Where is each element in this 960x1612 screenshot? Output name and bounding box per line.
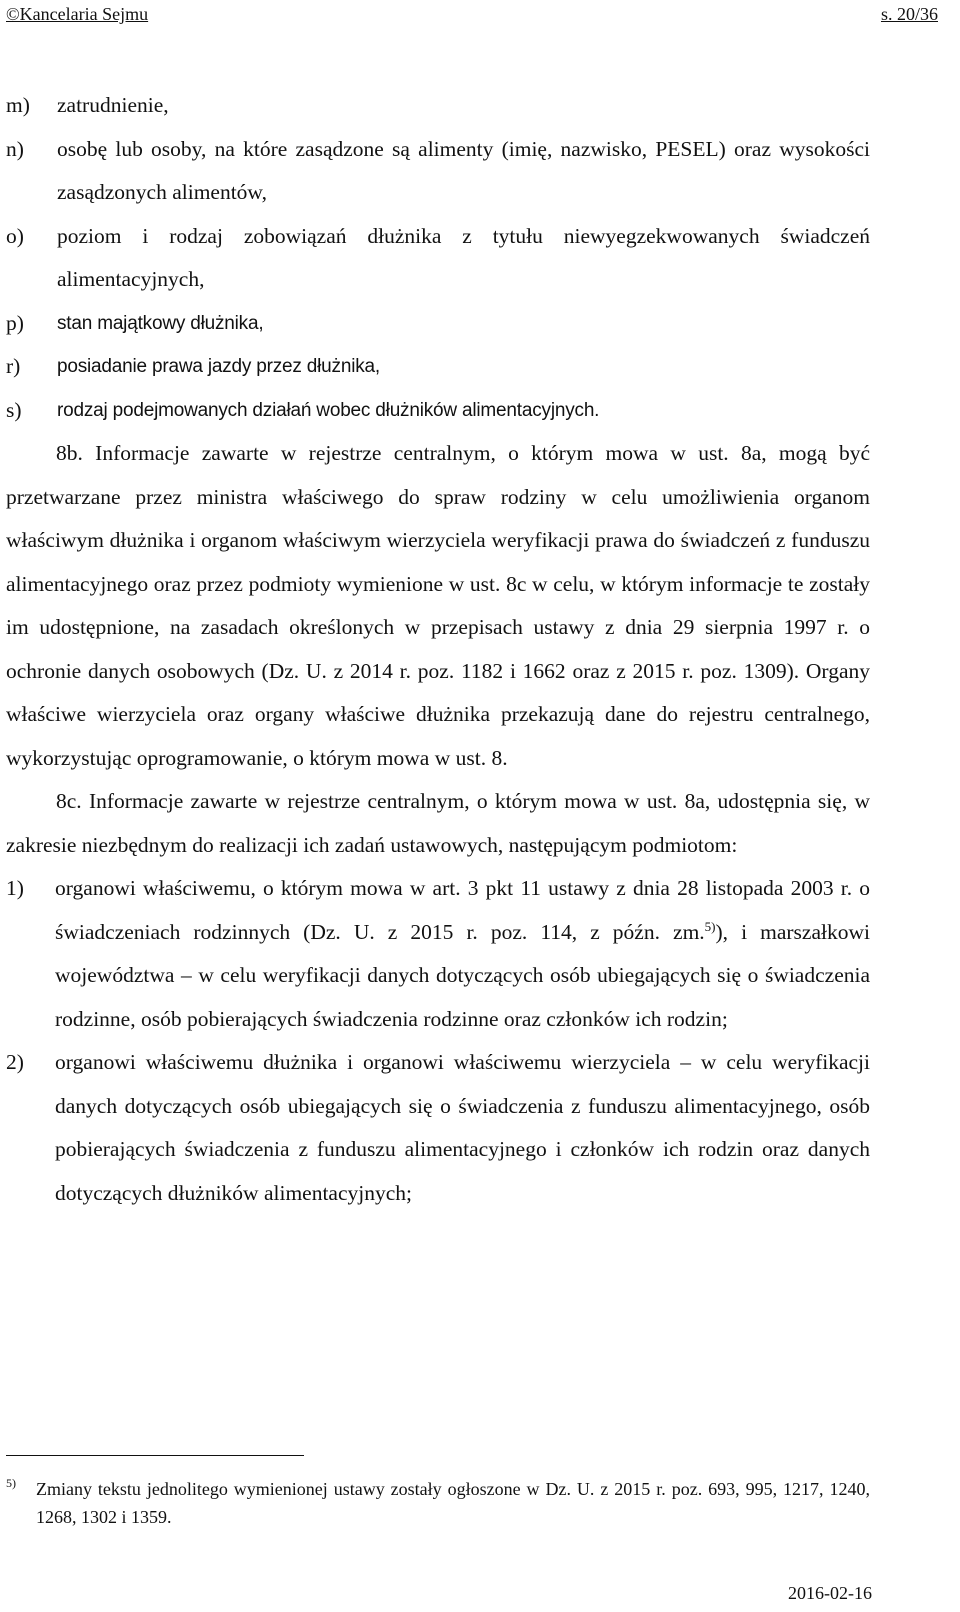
list-text: rodzaj podejmowanych działań wobec dłużników alimentacyjnych. — [57, 399, 600, 421]
paragraph-8b: 8b. Informacje zawarte w rejestrze centralnym, o którym mowa w ust. 8a, mogą być przetwarzane przez ministra właściwego do spraw rodziny w celu umożliwienia organom właściwym dłużnika i organom właściwym wierzyciela weryfikacji prawa do świadczeń z funduszu alimentacyjnego oraz przez podmioty wymienione w ust. 8c w celu, w którym informacje te zostały im udostępnione, na zasadach określonych w przepisach ustawy z dnia 29 sierpnia 1997 r. o ochronie danych osobowych (Dz. U. z 2014 r. poz. 1182 i 1662 oraz z 2015 r. poz. 1309). Organy właściwe wierzyciela oraz organy właściwe dłużnika przekazują dane do rejestru centralnego, wykorzystując oprogramowanie, o którym mowa w ust. 8. — [6, 441, 870, 770]
list-marker: 2) — [6, 1050, 24, 1074]
header-copyright: ©Kancelaria Sejmu — [6, 4, 149, 24]
list-marker: n) — [6, 136, 24, 161]
numbered-item-1 — [6, 867, 870, 1041]
list-text-after: ), i marszałkowi województwa – w celu weryfikacji danych dotyczących osób ubiegających się o świadczenia rodzinne, osób pobierających świadczenia rodzinne oraz członków ich rodzin; — [55, 919, 870, 1031]
document-body — [6, 84, 870, 1215]
list-item-o — [6, 215, 870, 302]
list-text: stan majątkowy dłużnika, — [57, 312, 264, 334]
numbered-item-2 — [6, 1041, 870, 1215]
list-text: poziom i rodzaj zobowiązań dłużnika z tytułu niewyegzekwowanych świadczeń alimentacyjnych, — [57, 223, 870, 291]
document-date: 2016-02-16 — [788, 1583, 872, 1603]
list-marker: s) — [6, 397, 22, 422]
list-item-s — [6, 389, 870, 433]
list-marker: 1) — [6, 876, 24, 900]
footnote-separator — [6, 1455, 304, 1456]
list-marker: m) — [6, 93, 30, 117]
footnote-reference[interactable]: 5) — [704, 918, 716, 934]
footnote — [6, 1475, 870, 1531]
list-item-n — [6, 128, 870, 215]
list-text — [55, 867, 870, 1041]
footnote-text: Zmiany tekstu jednolitego wymienionej ustawy zostały ogłoszone w Dz. U. z 2015 r. poz. 693, 995, 1217, 1240, 1268, 1302 i 1359. — [36, 1479, 870, 1527]
footnote-marker: 5) — [6, 1476, 16, 1490]
paragraph-8c: 8c. Informacje zawarte w rejestrze centralnym, o którym mowa w ust. 8a, udostępnia się, w zakresie niezbędnym do realizacji ich zadań ustawowych, następującym podmiotom: — [6, 789, 870, 857]
list-text: posiadanie prawa jazdy przez dłużnika, — [57, 356, 380, 377]
header-page-number: s. 20/36 — [880, 4, 938, 24]
list-marker: p) — [6, 310, 24, 335]
list-text: organowi właściwemu dłużnika i organowi właściwemu wierzyciela – w celu weryfikacji danych dotyczących osób ubiegających się o świadczenia z funduszu alimentacyjnego, osób pobierających świadczenia z funduszu alimentacyjnego i członków ich rodzin oraz danych dotyczących dłużników alimentacyjnych; — [55, 1050, 870, 1205]
list-item-p — [6, 302, 870, 346]
list-item-r — [6, 345, 870, 389]
list-text-before: organowi właściwemu, o którym mowa w art. 3 pkt 11 ustawy z dnia 28 listopada 2003 r. o świadczeniach rodzinnych (Dz. U. z 2015 r. poz. 114, z późn. zm. — [55, 876, 870, 944]
list-item-m — [6, 84, 870, 128]
list-marker: r) — [6, 354, 21, 378]
list-text: osobę lub osoby, na które zasądzone są alimenty (imię, nazwisko, PESEL) oraz wysokości zasądzonych alimentów, — [57, 136, 870, 204]
list-text: zatrudnienie, — [57, 93, 169, 117]
list-marker: o) — [6, 223, 24, 248]
